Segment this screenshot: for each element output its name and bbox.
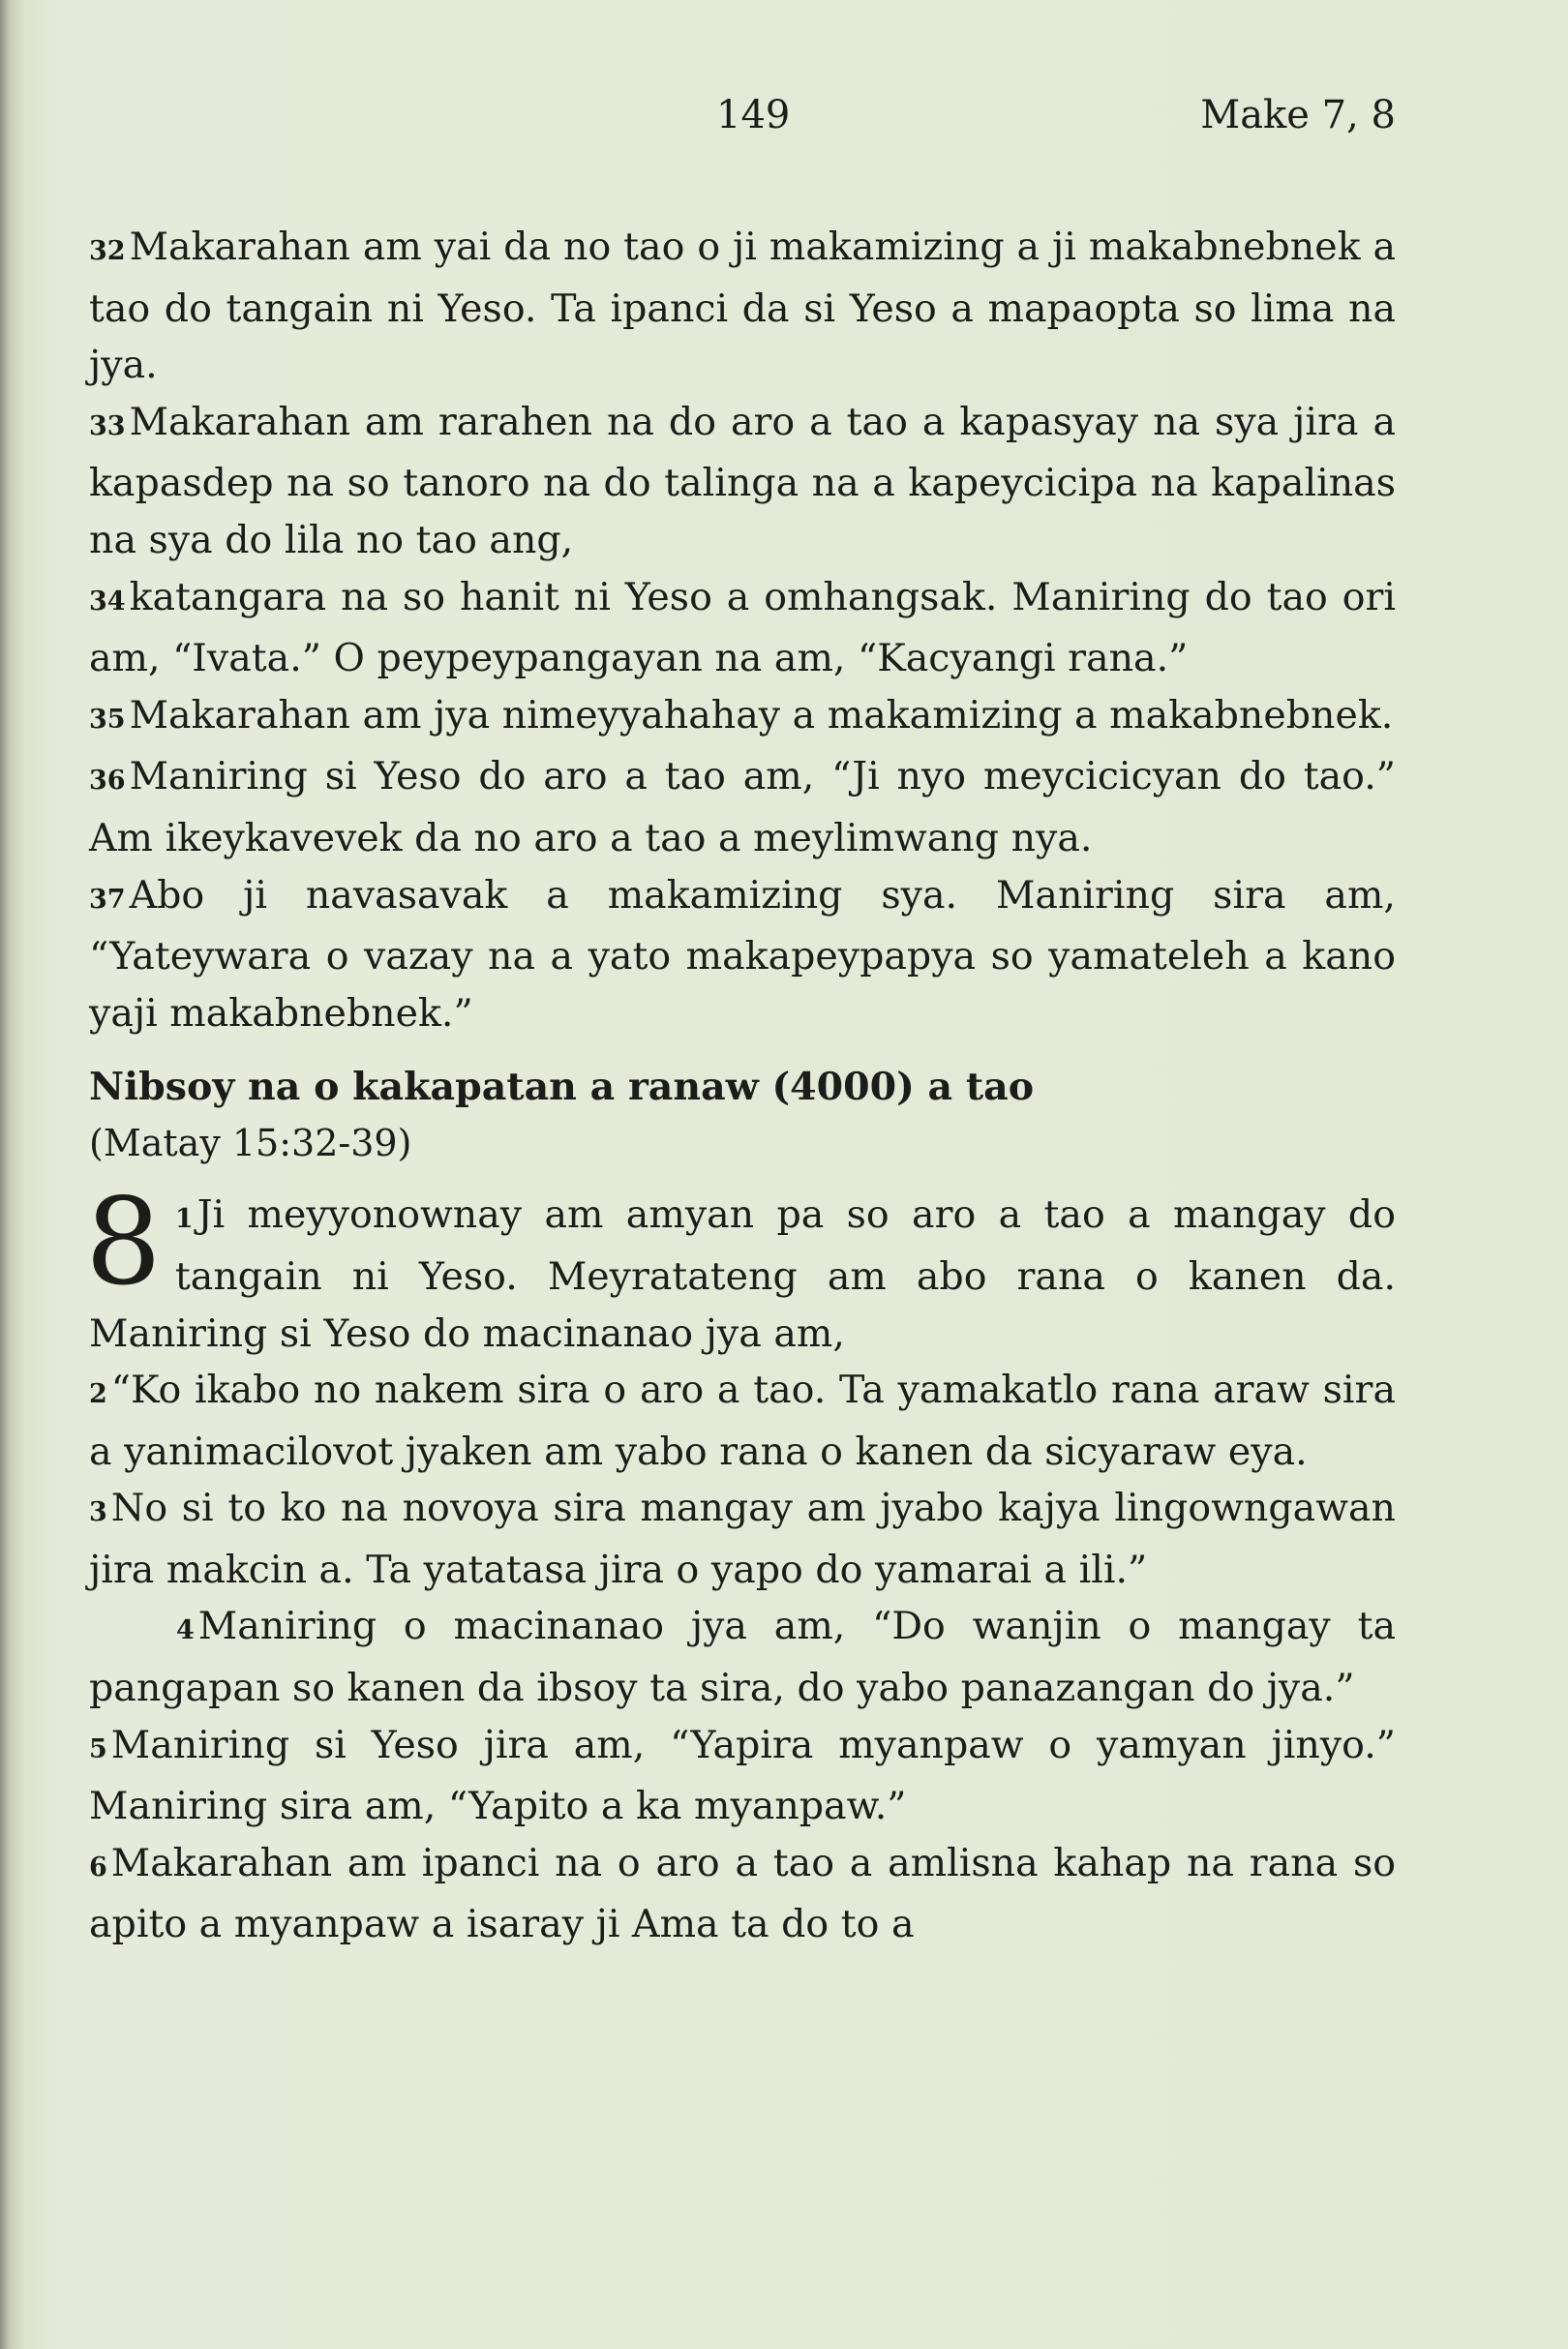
verse-8-5 — [89, 1717, 1396, 1835]
verse-text: Makarahan am yai da no tao o ji makamizing a ji makabnebnek a tao do tangain ni Yeso. Ta ipanci da si Yeso a mapaopta so lima na jya. — [89, 225, 1396, 388]
verse-33 — [89, 394, 1396, 569]
verse-number: 1 — [174, 1204, 194, 1235]
verse-number: 4 — [176, 1615, 195, 1646]
verse-text: Maniring si Yeso do aro a tao am, “Ji nyo meycicicyan do tao.” Am ikeykavevek da no aro a tao a meylimwang nya. — [89, 754, 1396, 860]
verse-8-6 — [89, 1835, 1396, 1953]
verse-number: 2 — [89, 1379, 107, 1410]
verse-text: Makarahan am jya nimeyyahahay a makamizing a makabnebnek. — [129, 692, 1394, 738]
verse-number: 34 — [89, 586, 126, 617]
verse-text: Ji meyyonownay am amyan pa so aro a tao a mangay do tangain ni Yeso. Meyratateng am abo rana o kanen da. Maniring si Yeso do macinanao jya am, — [89, 1192, 1396, 1356]
verse-number: 3 — [89, 1497, 107, 1528]
verse-text: katangara na so hanit ni Yeso a omhangsak. Maniring do tao ori am, “Ivata.” O peypeypangayan na am, “Kacyangi rana.” — [89, 574, 1396, 681]
verse-32 — [89, 219, 1396, 394]
verse-35 — [89, 687, 1396, 749]
verse-number: 5 — [89, 1733, 107, 1764]
verse-8-4 — [89, 1598, 1396, 1716]
verse-number: 36 — [89, 766, 126, 797]
scripture-text — [85, 219, 1396, 1953]
chapter-number: 8 — [85, 1173, 162, 1313]
verse-8-3 — [89, 1480, 1396, 1598]
verse-36 — [89, 748, 1396, 866]
verse-number: 33 — [89, 410, 126, 441]
page-number: 149 — [716, 93, 791, 137]
verse-text: Makarahan am rarahen na do aro a tao a kapasyay na sya jira a kapasdep na so tanoro na do talinga na a kapeycicipa na kapalinas na sya do lila no tao ang, — [89, 399, 1396, 562]
verse-number: 32 — [89, 236, 126, 266]
verse-number: 37 — [89, 884, 126, 915]
running-head: Make 7, 8 — [1200, 93, 1396, 137]
page-header — [89, 93, 1396, 151]
verse-number: 6 — [89, 1852, 107, 1882]
verse-8-2 — [89, 1362, 1396, 1480]
verse-text: Maniring si Yeso jira am, “Yapira myanpaw o yamyan jinyo.” Maniring sira am, “Yapito a ka myanpaw.” — [89, 1722, 1396, 1829]
verse-34 — [89, 569, 1396, 687]
verse-text: “Ko ikabo no nakem sira o aro a tao. Ta yamakatlo rana araw sira a yanimacilovot jyaken am yabo rana o kanen da sicyaraw eya. — [89, 1368, 1396, 1474]
section-reference: (Matay 15:32-39) — [89, 1122, 412, 1165]
section-title: Nibsoy na o kakapatan a ranaw (4000) a tao — [89, 1065, 1035, 1110]
verse-text: Abo ji navasavak a makamizing sya. Maniring sira am, “Yateywara o vazay na a yato makapeypapya so yamateleh a kano yaji makabnebnek.” — [89, 872, 1396, 1036]
verse-8-1 — [85, 1173, 1396, 1362]
verse-text: Makarahan am ipanci na o aro a tao a amlisna kahap na rana so apito a myanpaw a isaray ji Ama ta do to a — [89, 1840, 1396, 1947]
verse-text: No si to ko na novoya sira mangay am jyabo kajya lingowngawan jira makcin a. Ta yatatasa jira o yapo do yamarai a ili.” — [89, 1486, 1396, 1592]
verse-37 — [89, 867, 1396, 1042]
verse-text: Maniring o macinanao jya am, “Do wanjin o mangay ta pangapan so kanen da ibsoy ta sira, do yabo panazangan do jya.” — [89, 1604, 1396, 1711]
verse-number: 35 — [89, 704, 126, 735]
